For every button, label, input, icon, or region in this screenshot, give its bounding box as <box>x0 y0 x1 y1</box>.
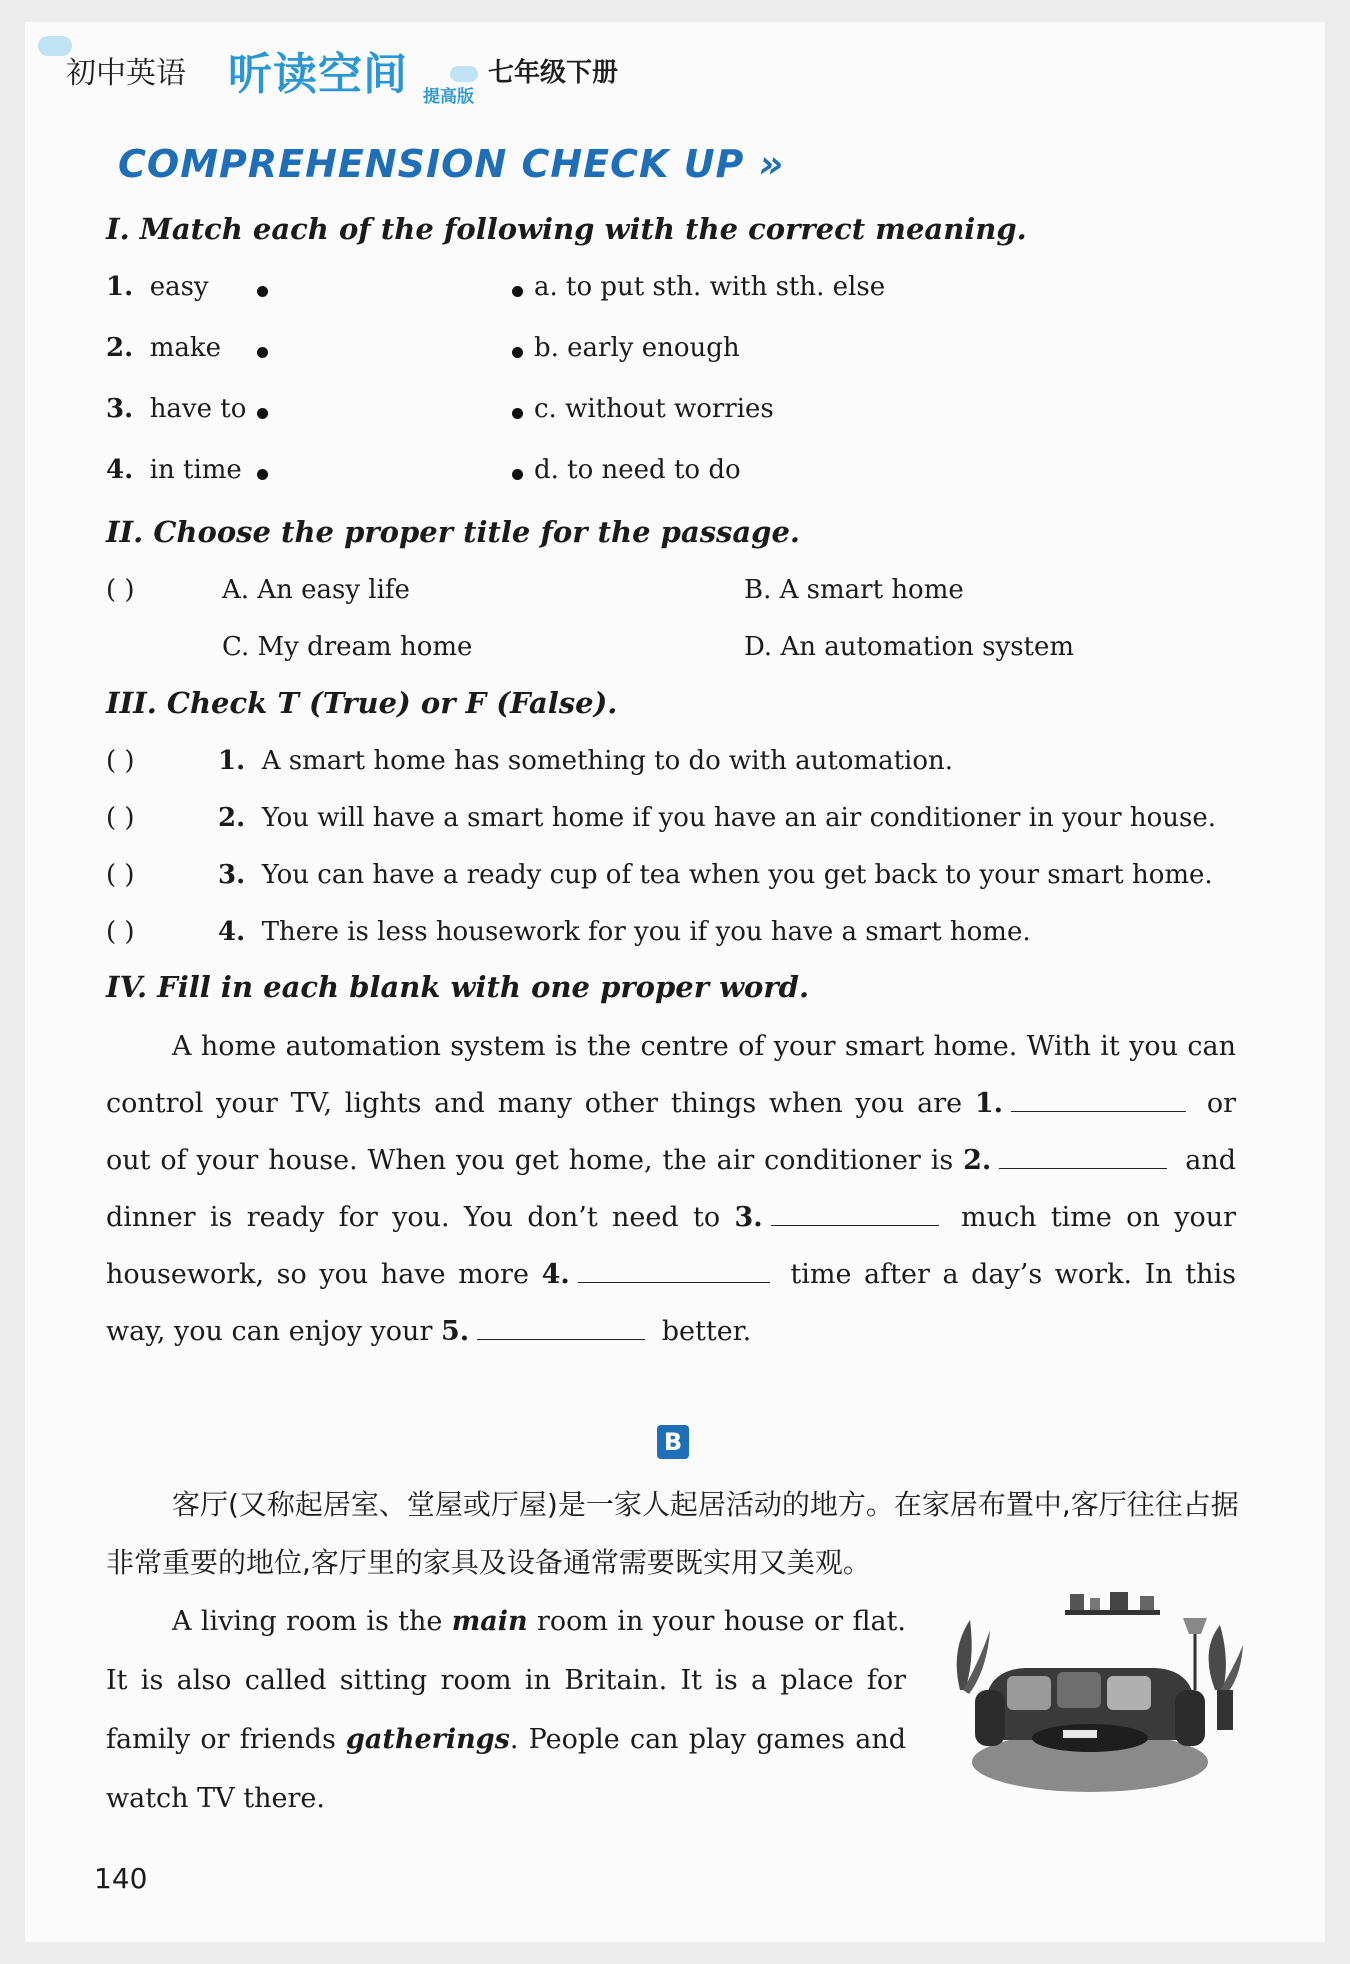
option-b: B. A smart home <box>744 575 964 605</box>
answer-bracket[interactable]: ( ) <box>106 575 135 605</box>
section-b-badge: B <box>657 1425 689 1459</box>
tf-statement: 2. You will have a smart home if you have an air conditioner in your house. <box>218 803 1216 833</box>
match-left-item: 1. easy <box>106 272 209 302</box>
book-header <box>38 26 738 116</box>
tf-statement: 3. You can have a ready cup of tea when you get back to your smart home. <box>218 860 1213 890</box>
match-dot[interactable] <box>512 408 523 419</box>
tf-statement: 4. There is less housework for you if you have a smart home. <box>218 917 1031 947</box>
option-a: A. An easy life <box>222 575 410 605</box>
part2-heading: II. Choose the proper title for the passage. <box>106 515 801 549</box>
section-title: COMPREHENSION CHECK UP » <box>118 142 785 186</box>
part3-heading: III. Check T (True) or F (False). <box>106 686 618 720</box>
match-right-item: a. to put sth. with sth. else <box>534 272 886 302</box>
chinese-intro: 客厅(又称起居室、堂屋或厅屋)是一家人起居活动的地方。在家居布置中,客厅往往占据非常重要的地位,客厅里的家具及设备通常需要既实用又美观。 <box>106 1488 1239 1579</box>
cloud-icon <box>450 66 478 82</box>
match-dot[interactable] <box>512 286 523 297</box>
match-dot[interactable] <box>512 347 523 358</box>
grade-label: 七年级下册 <box>488 58 619 88</box>
match-dot[interactable] <box>257 347 268 358</box>
option-c: C. My dream home <box>222 632 473 662</box>
book-name: 初中英语 <box>66 56 186 91</box>
blank-4[interactable] <box>578 1260 770 1283</box>
blank-3[interactable] <box>771 1203 939 1226</box>
match-right-item: d. to need to do <box>534 455 741 485</box>
blank-1[interactable] <box>1011 1089 1186 1112</box>
reading-passage: A living room is the main room in your house or flat. It is also called sitting room in Britain. It is a place for family or friends gatherings. People can play games and watch TV there. <box>106 1606 907 1814</box>
match-dot[interactable] <box>257 469 268 480</box>
tf-statement: 1. A smart home has something to do with automation. <box>218 746 954 776</box>
match-dot[interactable] <box>512 469 523 480</box>
blank-5[interactable] <box>477 1317 645 1340</box>
match-left-item: 2. make <box>106 333 221 363</box>
living-room-illustration <box>945 1590 1245 1795</box>
answer-bracket[interactable]: ( ) <box>106 803 135 833</box>
match-dot[interactable] <box>257 286 268 297</box>
answer-bracket[interactable]: ( ) <box>106 746 135 776</box>
cloze-passage: A home automation system is the centre of your smart home. With it you can control your TV, lights and many other things when you are 1. or out of your house. When you get home, the air conditioner is 2. and dinner is ready for you. You don’t need to 3. much time on your housework, so you have more 4. time after a day’s work. In this way, you can enjoy your 5. better. <box>106 1031 1237 1347</box>
part1-heading: I. Match each of the following with the correct meaning. <box>106 212 1027 246</box>
part4-heading: IV. Fill in each blank with one proper word. <box>106 970 810 1004</box>
match-dot[interactable] <box>257 408 268 419</box>
page-number: 140 <box>94 1862 148 1895</box>
match-left-item: 3. have to <box>106 394 247 424</box>
match-left-item: 4. in time <box>106 455 242 485</box>
option-d: D. An automation system <box>744 632 1075 662</box>
match-right-item: b. early enough <box>534 333 740 363</box>
series-logo: 听读空间 <box>228 49 408 100</box>
edition-label: 提高版 <box>423 87 474 107</box>
answer-bracket[interactable]: ( ) <box>106 860 135 890</box>
match-right-item: c. without worries <box>534 394 774 424</box>
blank-2[interactable] <box>999 1146 1167 1169</box>
answer-bracket[interactable]: ( ) <box>106 917 135 947</box>
